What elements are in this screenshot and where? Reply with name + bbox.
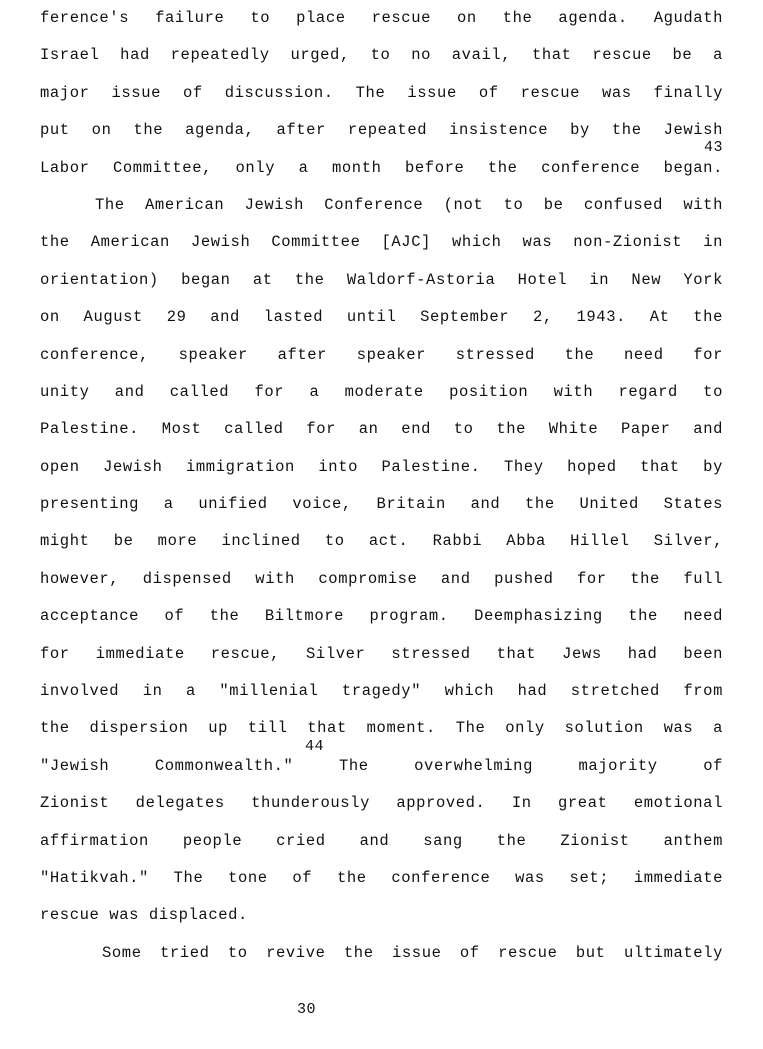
text-line: involved in a "millenial tragedy" which had stretched from: [40, 682, 723, 701]
text-line: "Hatikvah." The tone of the conference was set; immediate: [40, 868, 723, 887]
text-line: presenting a unified voice, Britain and the United States: [40, 495, 723, 514]
text-line: orientation) began at the Waldorf-Astoria Hotel in New York: [40, 270, 723, 289]
text-line: major issue of discussion. The issue of rescue was finally: [40, 83, 723, 102]
text-line: Israel had repeatedly urged, to no avail, that rescue be a: [40, 46, 723, 65]
text-line: "Jewish Commonwealth." The overwhelming majority of: [40, 756, 723, 775]
text-line: open Jewish immigration into Palestine. They hoped that by: [40, 457, 723, 476]
text-line: the American Jewish Committee [AJC] which was non-Zionist in: [40, 233, 723, 252]
text-line: for immediate rescue, Silver stressed that Jews had been: [40, 644, 723, 663]
text-line: conference, speaker after speaker stressed the need for: [40, 345, 723, 364]
footnote-marker-44: 44: [305, 738, 325, 755]
text-line: Palestine. Most called for an end to the White Paper and: [40, 420, 723, 439]
text-line: acceptance of the Biltmore program. Deemphasizing the need: [40, 607, 723, 626]
paragraph-start-line: Some tried to revive the issue of rescue but ultimately: [102, 943, 723, 962]
page-number: 30: [297, 1001, 317, 1018]
body-text: [40, 0, 723, 972]
paragraph-end-line: rescue was displaced.: [40, 906, 248, 925]
footnote-marker-43: 43: [704, 139, 724, 156]
text-line: Zionist delegates thunderously approved. In great emotional: [40, 794, 723, 813]
text-line: however, dispensed with compromise and pushed for the full: [40, 569, 723, 588]
paragraph-start-line: The American Jewish Conference (not to be confused with: [95, 195, 723, 214]
text-line: unity and called for a moderate position with regard to: [40, 382, 723, 401]
text-line: the dispersion up till that moment. The only solution was a: [40, 719, 723, 738]
text-line: might be more inclined to act. Rabbi Abba Hillel Silver,: [40, 532, 723, 551]
text-line: ference's failure to place rescue on the agenda. Agudath: [40, 9, 723, 27]
text-line: put on the agenda, after repeated insistence by the Jewish: [40, 121, 723, 140]
text-line: Labor Committee, only a month before the conference began.: [40, 158, 723, 177]
text-line: on August 29 and lasted until September 2, 1943. At the: [40, 308, 723, 327]
text-line: affirmation people cried and sang the Zionist anthem: [40, 831, 723, 850]
